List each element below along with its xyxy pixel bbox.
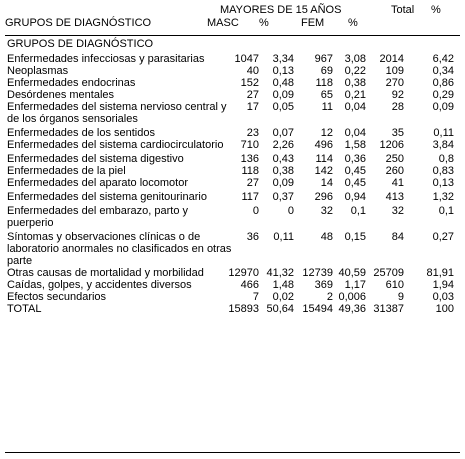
fem-value: 11 — [321, 101, 333, 113]
masc-value: 15893 — [228, 303, 259, 315]
masc-pct-value: 41,32 — [266, 267, 294, 279]
total-value: 2014 — [379, 53, 404, 65]
total-value: 260 — [385, 165, 404, 177]
masc-pct-value: 0 — [287, 205, 294, 217]
fem-pct-value: 0,15 — [344, 231, 366, 243]
masc-value: 12970 — [228, 267, 259, 279]
total-value: 610 — [385, 279, 404, 291]
masc-value: 0 — [252, 205, 259, 217]
masc-value: 27 — [246, 89, 259, 101]
table-row — [5, 89, 460, 101]
masc-value: 152 — [240, 77, 259, 89]
total-value: 250 — [385, 153, 404, 165]
pct-value: 0,86 — [432, 77, 454, 89]
fem-value: 32 — [320, 205, 333, 217]
header-row-2 — [5, 17, 460, 30]
fem-value: 2 — [326, 291, 333, 303]
row-label: Otras causas de mortalidad y morbilidad — [7, 267, 204, 279]
masc-pct-value: 0,02 — [272, 291, 294, 303]
row-label: Enfermedades del sistema digestivo — [7, 153, 184, 165]
header-rule — [5, 35, 460, 36]
row-label: Enfermedades infecciosas y parasitarias — [7, 53, 205, 65]
pct-value: 0,29 — [432, 89, 454, 101]
pct-value: 0,03 — [432, 291, 454, 303]
fem-value: 296 — [314, 191, 333, 203]
fem-pct-value: 0,04 — [344, 127, 366, 139]
table-row — [5, 101, 460, 125]
pct-value: 0,11 — [433, 127, 454, 139]
fem-header: FEM — [301, 17, 325, 29]
table-row — [5, 38, 460, 50]
fem-pct-value: 0,22 — [344, 65, 366, 77]
table-body — [5, 38, 460, 315]
fem-pct-value: 0,38 — [344, 77, 366, 89]
total-value: 413 — [385, 191, 404, 203]
total-value: 270 — [385, 77, 404, 89]
row-label: GRUPOS DE DIAGNÓSTICO — [7, 38, 154, 50]
masc-value: 23 — [246, 127, 259, 139]
pct-value: 0,27 — [432, 231, 454, 243]
pct-value: 0,83 — [432, 165, 454, 177]
fem-pct-value: 0,45 — [344, 165, 366, 177]
masc-pct-value: 0,37 — [272, 191, 294, 203]
fem-value: 69 — [320, 65, 333, 77]
table-row — [5, 153, 460, 165]
pct-value: 0,13 — [432, 177, 454, 189]
masc-pct-value: 0,05 — [272, 101, 294, 113]
fem-pct-value: 1,58 — [344, 139, 366, 151]
fem-pct-value: 3,08 — [344, 53, 366, 65]
masc-value: 136 — [240, 153, 259, 165]
pct-value: 100 — [435, 303, 454, 315]
total-value: 41 — [391, 177, 404, 189]
masc-pct-value: 50,64 — [266, 303, 294, 315]
fem-value: 15494 — [302, 303, 333, 315]
masc-value: 118 — [241, 165, 259, 177]
fem-pct-value: 1,17 — [344, 279, 366, 291]
fem-value: 12 — [320, 127, 333, 139]
pct-value: 0,1 — [438, 205, 454, 217]
masc-value: 117 — [241, 191, 259, 203]
pct-value: 0,09 — [432, 101, 454, 113]
pct-value: 1,94 — [432, 279, 454, 291]
row-label: Síntomas y observaciones clínicas o de laboratorio anormales no clasificados en otras parte — [7, 231, 232, 267]
table-row — [5, 127, 460, 139]
total-value: 1206 — [379, 139, 404, 151]
row-label: Enfermedades del embarazo, parto y puerperio — [7, 205, 188, 229]
masc-value: 17 — [246, 101, 259, 113]
fem-pct-header: % — [348, 17, 358, 29]
masc-value: 1047 — [234, 53, 259, 65]
row-label: Enfermedades de los sentidos — [7, 127, 155, 139]
fem-value: 12739 — [302, 267, 333, 279]
table-row — [5, 165, 460, 177]
fem-pct-value: 0,45 — [344, 177, 366, 189]
table-row — [5, 291, 460, 303]
masc-header: MASC — [207, 17, 239, 29]
table-row — [5, 191, 460, 203]
masc-pct-value: 0,48 — [272, 77, 294, 89]
row-label: Enfermedades endocrinas — [7, 77, 136, 89]
total-value: 35 — [391, 127, 404, 139]
row-label: Enfermedades de la piel — [7, 165, 126, 177]
fem-value: 48 — [320, 231, 333, 243]
table-title: GRUPOS DE DIAGNÓSTICO — [5, 17, 152, 29]
total-value: 31387 — [373, 303, 404, 315]
total-value: 92 — [391, 89, 404, 101]
fem-pct-value: 0,21 — [344, 89, 366, 101]
pct-value: 6,42 — [432, 53, 454, 65]
total-value: 84 — [391, 231, 404, 243]
table-row — [5, 77, 460, 89]
row-label: Enfermedades del aparato locomotor — [7, 177, 188, 189]
fem-value: 369 — [314, 279, 333, 291]
masc-pct-value: 0,09 — [272, 177, 294, 189]
fem-value: 142 — [314, 165, 333, 177]
fem-pct-value: 0,36 — [344, 153, 366, 165]
row-label: Efectos secundarios — [7, 291, 107, 303]
table-row — [5, 205, 460, 229]
header-row-1 — [5, 4, 460, 17]
fem-pct-value: 0,1 — [350, 205, 366, 217]
row-label: Caídas, golpes, y accidentes diversos — [7, 279, 192, 291]
fem-pct-value: 0,94 — [344, 191, 366, 203]
fem-value: 14 — [320, 177, 333, 189]
table-row — [5, 231, 460, 267]
row-label: Enfermedades del sistema genitourinario — [7, 191, 207, 203]
row-label: Neoplasmas — [7, 65, 69, 77]
row-label: TOTAL — [7, 303, 42, 315]
fem-value: 114 — [315, 153, 333, 165]
table-row — [5, 279, 460, 291]
table-row — [5, 53, 460, 65]
fem-value: 65 — [320, 89, 333, 101]
row-label: Enfermedades del sistema nervioso central y de los órganos sensoriales — [7, 101, 227, 125]
row-label: Desórdenes mentales — [7, 89, 115, 101]
masc-pct-value: 0,07 — [272, 127, 294, 139]
pct-value: 81,91 — [426, 267, 454, 279]
masc-pct-header: % — [259, 17, 269, 29]
masc-pct-value: 3,34 — [272, 53, 294, 65]
total-value: 109 — [385, 65, 404, 77]
masc-value: 36 — [246, 231, 259, 243]
row-label: Enfermedades del sistema cardiocirculatorio — [7, 139, 224, 151]
masc-value: 27 — [246, 177, 259, 189]
masc-value: 710 — [240, 139, 259, 151]
diagnosis-table — [5, 4, 460, 30]
pct-value: 0,8 — [438, 153, 454, 165]
total-row — [5, 303, 460, 315]
masc-pct-value: 0,38 — [272, 165, 294, 177]
masc-pct-value: 2,26 — [272, 139, 294, 151]
pct-header: % — [431, 4, 441, 16]
total-header: Total — [391, 4, 415, 16]
masc-value: 7 — [252, 291, 259, 303]
fem-value: 496 — [314, 139, 333, 151]
pct-value: 0,34 — [432, 65, 454, 77]
fem-value: 967 — [314, 53, 333, 65]
pct-value: 3,84 — [432, 139, 454, 151]
group-header: MAYORES DE 15 AÑOS — [220, 4, 342, 16]
table-row — [5, 267, 460, 279]
fem-pct-value: 40,59 — [338, 267, 366, 279]
pct-value: 1,32 — [432, 191, 454, 203]
masc-pct-value: 0,13 — [272, 65, 294, 77]
total-value: 28 — [391, 101, 404, 113]
masc-pct-value: 0,09 — [272, 89, 294, 101]
masc-pct-value: 1,48 — [272, 279, 294, 291]
total-value: 32 — [391, 205, 404, 217]
bottom-rule — [5, 452, 460, 453]
masc-value: 40 — [246, 65, 259, 77]
fem-pct-value: 0,006 — [338, 291, 366, 303]
masc-value: 466 — [240, 279, 259, 291]
masc-pct-value: 0,43 — [272, 153, 294, 165]
total-value: 25709 — [373, 267, 404, 279]
table-row — [5, 65, 460, 77]
total-value: 9 — [397, 291, 404, 303]
fem-pct-value: 49,36 — [338, 303, 366, 315]
masc-pct-value: 0,11 — [273, 231, 294, 243]
table-row — [5, 139, 460, 151]
table-row — [5, 177, 460, 189]
fem-value: 118 — [315, 77, 333, 89]
fem-pct-value: 0,04 — [344, 101, 366, 113]
